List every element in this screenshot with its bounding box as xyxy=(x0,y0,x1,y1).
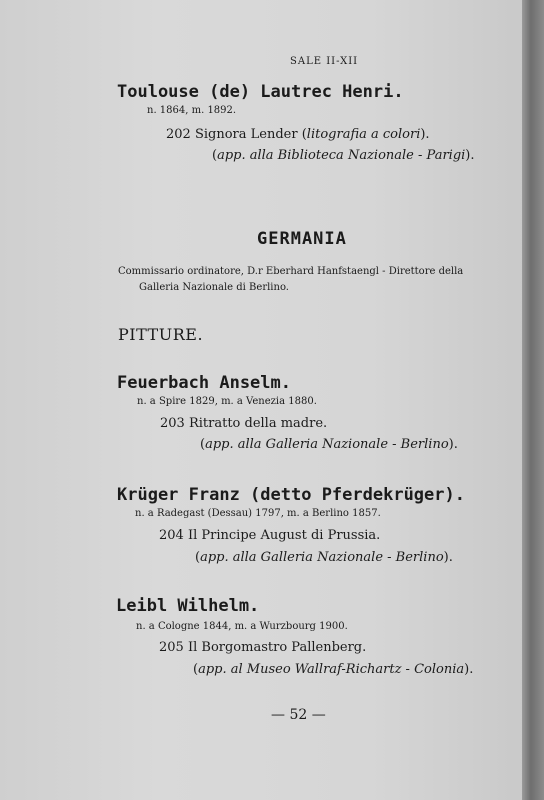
entry-title-italic: litografia a colori xyxy=(306,127,421,142)
artist-name: Krüger Franz (detto Pferdekrüger). xyxy=(117,485,465,505)
section-title: GERMANIA xyxy=(257,229,347,249)
artist-name: Toulouse (de) Lautrec Henri. xyxy=(117,82,404,102)
location-text: app. alla Galleria Nazionale - Berlino xyxy=(200,550,444,565)
artist-life-dates: n. a Cologne 1844, m. a Wurzbourg 1900. xyxy=(136,621,348,632)
location-text: app. al Museo Wallraf-Richartz - Colonia xyxy=(198,662,465,677)
page-number: — 52 — xyxy=(271,707,326,723)
book-edge-shadow xyxy=(522,0,544,800)
running-header: SALE II-XII xyxy=(290,56,359,67)
catalog-entry xyxy=(159,640,366,655)
subsection-title: PITTURE. xyxy=(118,325,204,344)
entry-location: (app. alla Biblioteca Nazionale - Parigi). xyxy=(212,148,475,163)
location-text: app. alla Biblioteca Nazionale - Parigi xyxy=(217,148,466,163)
artist-life-dates: n. a Spire 1829, m. a Venezia 1880. xyxy=(137,396,317,407)
entry-number: 204 xyxy=(159,528,184,543)
catalog-entry xyxy=(166,127,430,142)
entry-number: 205 xyxy=(159,640,184,655)
entry-title-end: ). xyxy=(420,127,430,142)
entry-number: 203 xyxy=(160,416,185,431)
entry-number: 202 xyxy=(166,127,191,142)
catalog-entry xyxy=(160,416,327,431)
commissioner-line-2: Galleria Nazionale di Berlino. xyxy=(139,282,289,293)
artist-name: Leibl Wilhelm. xyxy=(116,596,260,616)
artist-life-dates: n. a Radegast (Dessau) 1797, m. a Berlino 1857. xyxy=(135,508,381,519)
location-text: app. alla Galleria Nazionale - Berlino xyxy=(205,437,449,452)
entry-location: (app. alla Galleria Nazionale - Berlino). xyxy=(195,550,453,565)
artist-name: Feuerbach Anselm. xyxy=(117,373,291,393)
commissioner-line-1: Commissario ordinatore, D.r Eberhard Hanfstaengl - Direttore della xyxy=(118,266,464,277)
entry-title: Ritratto della madre. xyxy=(188,416,328,431)
entry-location: (app. alla Galleria Nazionale - Berlino). xyxy=(200,437,458,452)
entry-location: (app. al Museo Wallraf-Richartz - Colonia). xyxy=(193,662,474,677)
catalog-entry xyxy=(159,528,380,543)
entry-title: Il Principe August di Prussia. xyxy=(187,528,381,543)
entry-title: Il Borgomastro Pallenberg. xyxy=(187,640,367,655)
entry-title: Signora Lender ( xyxy=(194,127,307,142)
artist-life-dates: n. 1864, m. 1892. xyxy=(147,105,237,116)
